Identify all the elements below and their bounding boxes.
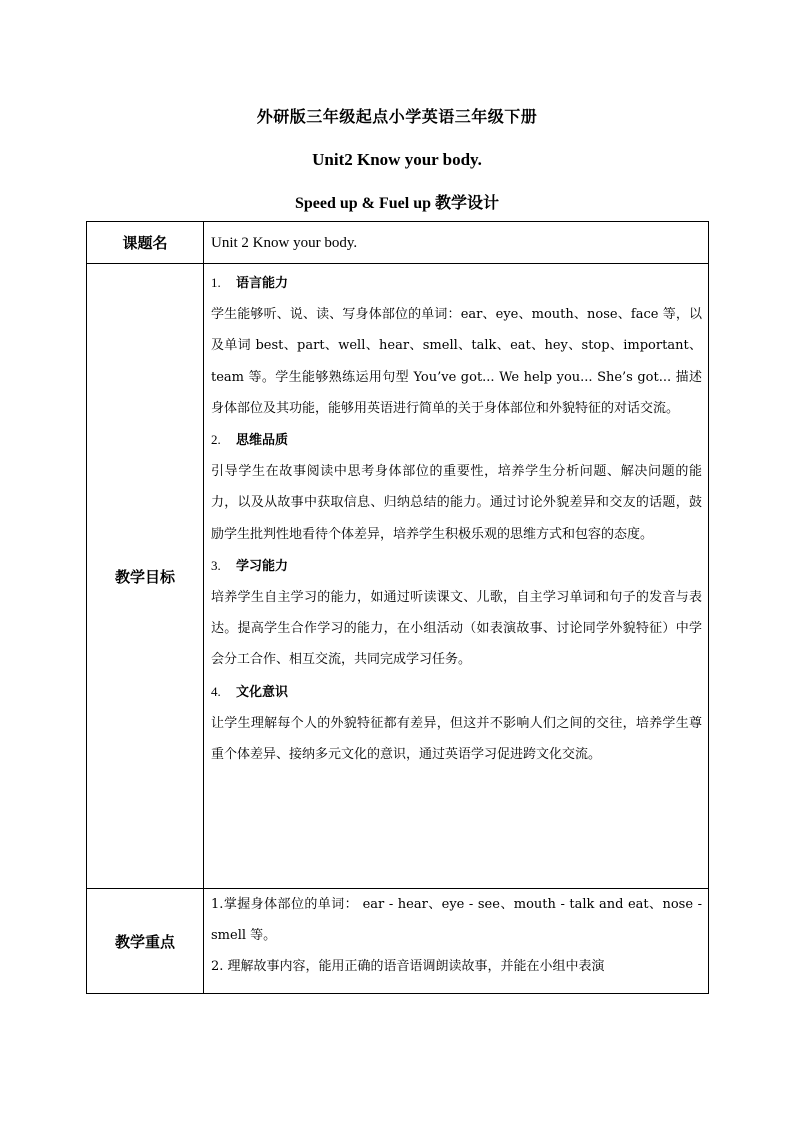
table-row <box>87 264 709 889</box>
objective-heading-2: 2. 思维品质 <box>211 432 289 449</box>
key-point-2: 2. 理解故事内容，能用正确的语音语调朗读故事，并能在小组中表演 <box>211 959 605 975</box>
key-point-1: 1.掌握身体部位的单词： ear - hear、eye - see、mouth - talk and eat、nose - smell 等。 <box>211 897 702 944</box>
row-label-key-points: 教学重点 <box>87 889 204 994</box>
key-points-content <box>204 889 709 994</box>
objective-heading-4: 4. 文化意识 <box>211 683 289 700</box>
topic-value: Unit 2 Know your body. <box>204 222 709 264</box>
objective-text-1: 学生能够听、说、读、写身体部位的单词：ear、eye、mouth、nose、face 等，以及单词 best、part、well、hear、smell、talk、eat、hey、stop、important、team 等。学生能够熟练运用句型 You’ve got... We help you... She’s got... 描述身体部位及其功能，能够用英语进行简单的关于身体部位和外貌特征的对话交流。 <box>211 307 702 416</box>
objective-text-3: 培养学生自主学习的能力，如通过听读课文、儿歌，自主学习单词和句子的发音与表达。提高学生合作学习的能力，在小组活动（如表演故事、讨论同学外貌特征）中学会分工合作、相互交流，共同完成学习任务。 <box>211 590 702 668</box>
objective-heading-1: 1. 语言能力 <box>211 275 289 291</box>
objective-text-4: 让学生理解每个人的外貌特征都有差异，但这并不影响人们之间的交往，培养学生尊重个体差异、接纳多元文化的意识，通过英语学习促进跨文化交流。 <box>211 715 702 763</box>
document-title: 外研版三年级起点小学英语三年级下册 <box>256 107 538 126</box>
table-row <box>87 222 709 264</box>
lesson-subtitle: Speed up & Fuel up 教学设计 <box>294 195 500 212</box>
objective-text-2: 引导学生在故事阅读中思考身体部位的重要性，培养学生分析问题、解决问题的能力，以及从故事中获取信息、归纳总结的能力。通过讨论外貌差异和交友的话题，鼓励学生批判性地看待个体差异，培养学生积极乐观的思维方式和包容的态度。 <box>211 464 702 542</box>
objectives-content <box>204 264 709 889</box>
table-row <box>87 889 709 994</box>
row-label-topic: 课题名 <box>87 222 204 264</box>
objective-heading-3: 3. 学习能力 <box>211 557 289 574</box>
lesson-plan-table <box>86 221 709 994</box>
unit-title: Unit2 Know your body. <box>312 150 482 169</box>
row-label-objectives: 教学目标 <box>87 264 204 889</box>
